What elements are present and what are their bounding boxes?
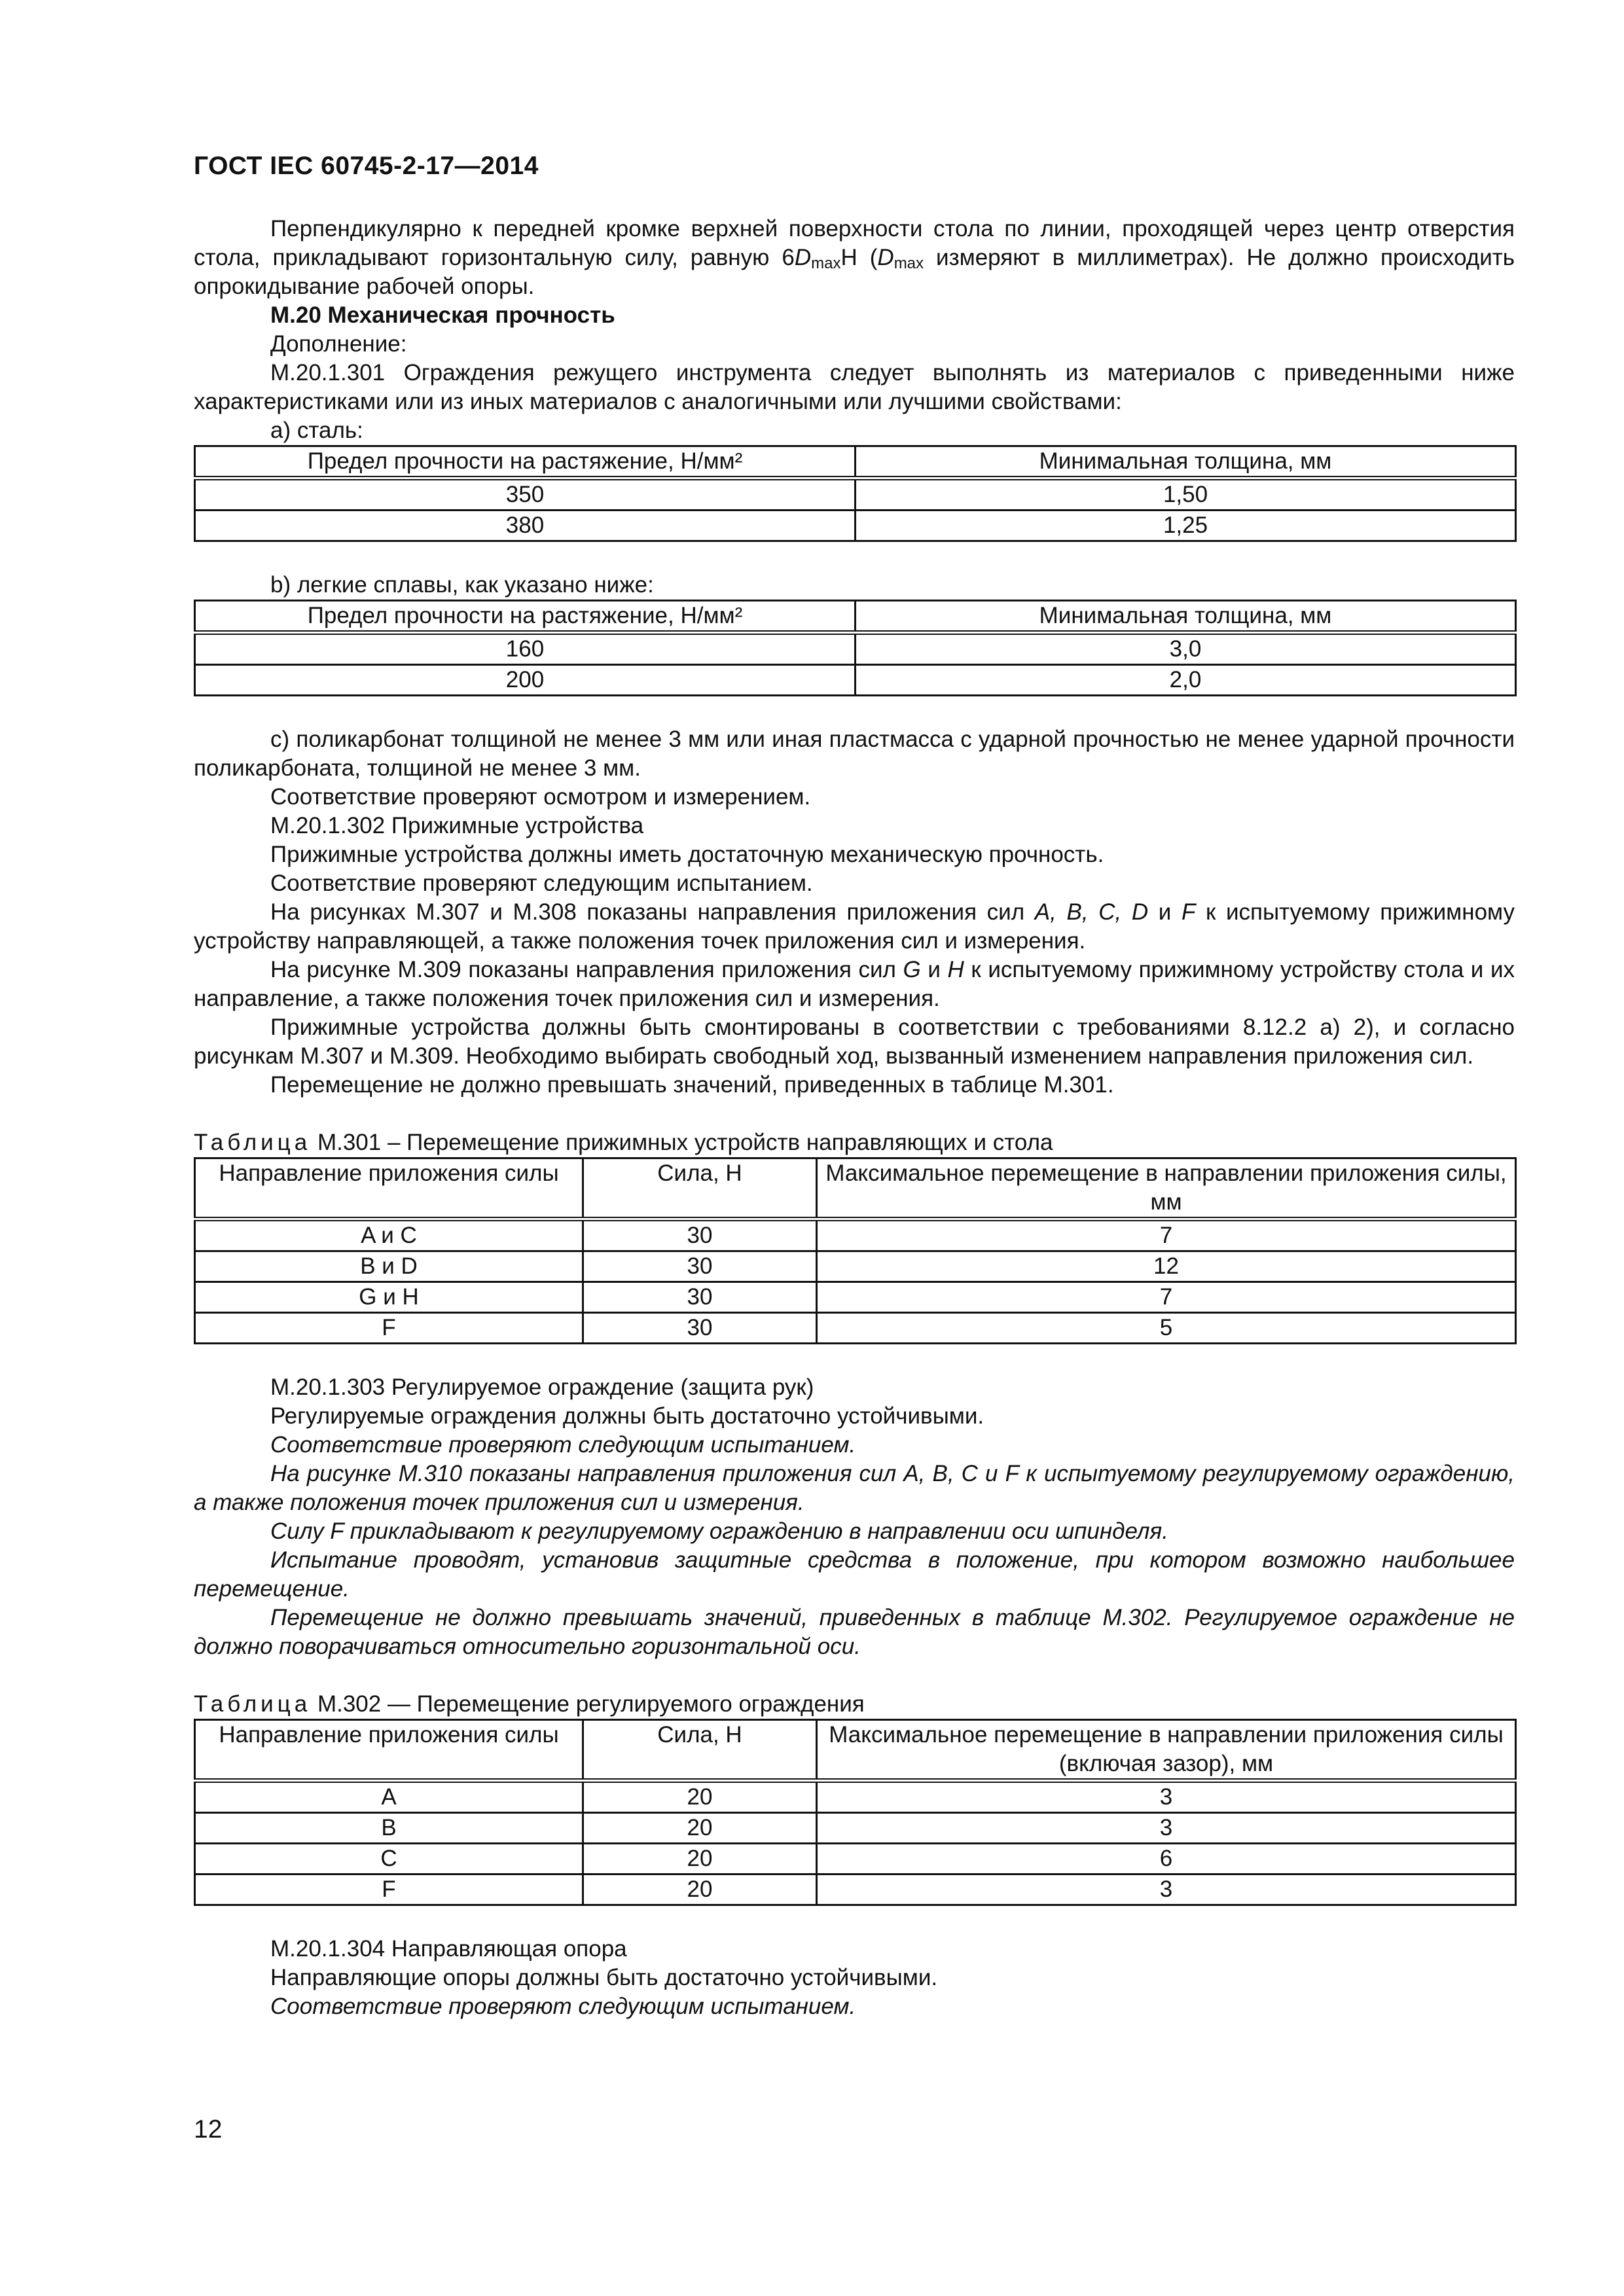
- table-cell: 3: [817, 1874, 1516, 1905]
- spacer: [194, 696, 1515, 725]
- fig309-post: к испытуемому прижимному устройству стола и их направление, а также положения точек приложения сил и измерения.: [194, 957, 1515, 1011]
- table301-col1-header: Направление приложения силы: [195, 1158, 583, 1219]
- table-row: [195, 1781, 1516, 1813]
- table-cell: C: [195, 1844, 583, 1874]
- table-cell: 3: [817, 1781, 1516, 1813]
- table302-caption-text: М.302 — Перемещение регулируемого ограждения: [311, 1691, 865, 1717]
- intro-pre: Перпендикулярно к передней кромке верхней поверхности стола по линии, проходящей через центр отверстия стола, прикладывают горизонтальную силу, равную 6: [194, 216, 1515, 270]
- m302-requirement: Прижимные устройства должны иметь достаточную механическую прочность.: [270, 842, 1104, 867]
- table-cell: 2,0: [856, 665, 1516, 696]
- table-cell: 30: [583, 1251, 817, 1282]
- table-cell: F: [195, 1313, 583, 1344]
- steel-label: а) сталь:: [270, 418, 363, 443]
- table-row: [195, 1282, 1516, 1313]
- m303-limit-text: Перемещение не должно превышать значений, приведенных в таблице М.302. Регулируемое ограждение не должно поворачиваться относительно горизонтальной оси.: [194, 1605, 1515, 1659]
- fig307-forces: A, B, C, D: [1034, 899, 1149, 925]
- table302-col2-header: Сила, Н: [583, 1720, 817, 1781]
- table-cell: G и H: [195, 1282, 583, 1313]
- m303-requirement: Регулируемые ограждения должны быть достаточно устойчивыми.: [270, 1403, 984, 1429]
- fig309-and: и: [920, 957, 948, 982]
- table301-label: Таблица: [194, 1130, 312, 1155]
- table301-col3-header: Максимальное перемещение в направлении приложения силы, мм: [817, 1158, 1516, 1219]
- table-cell: B: [195, 1813, 583, 1844]
- table-row: [195, 1844, 1516, 1874]
- m303-title: М.20.1.303 Регулируемое ограждение (защита рук): [270, 1374, 814, 1400]
- table301-caption-text: М.301 – Перемещение прижимных устройств направляющих и стола: [311, 1130, 1053, 1155]
- table-cell: 3,0: [856, 633, 1516, 665]
- addition-label: Дополнение:: [270, 331, 407, 357]
- table-row: [195, 1219, 1516, 1251]
- spacer: [194, 542, 1515, 571]
- fig309-h: H: [947, 957, 964, 982]
- m304-check: Соответствие проверяют следующим испытанием.: [270, 1994, 856, 2019]
- table-row: [195, 1874, 1516, 1905]
- section-title: М.20 Механическая прочность: [270, 302, 615, 328]
- fig307-and: и: [1148, 899, 1182, 925]
- m303-figure-text: На рисунке М.310 показаны направления приложения сил А, В, С и F к испытуемому регулируемому ограждению, а также положения точек приложения сил и измерения.: [194, 1461, 1515, 1515]
- document-header: ГОСТ IEC 60745-2-17—2014: [194, 152, 539, 180]
- m303-force-text: Силу F прикладывают к регулируемому ограждению в направлении оси шпинделя.: [270, 1518, 1168, 1544]
- steel-table: [194, 445, 1517, 542]
- table-row: [195, 511, 1516, 541]
- table-cell: F: [195, 1874, 583, 1905]
- mounting-paragraph: Прижимные устройства должны быть смонтированы в соответствии с требованиями 8.12.2 а) 2), и согласно рисункам М.307 и М.309. Необходимо выбирать свободный ход, вызванный изменением направления приложения сил.: [194, 1014, 1515, 1069]
- table-cell: A и C: [195, 1219, 583, 1251]
- alloy-col1-header: Предел прочности на растяжение, Н/мм²: [195, 601, 856, 633]
- intro-sub2: max: [893, 255, 924, 272]
- fig309-g: G: [903, 957, 921, 982]
- m301-paragraph: М.20.1.301 Ограждения режущего инструмента следует выполнять из материалов с приведенными ниже характеристиками или из иных материалов с аналогичными или лучшими свойствами:: [194, 360, 1515, 414]
- intro-d1: D: [794, 245, 812, 270]
- intro-sub1: max: [811, 255, 841, 272]
- table-cell: A: [195, 1781, 583, 1813]
- table-cell: 6: [817, 1844, 1516, 1874]
- m303-test-text: Испытание проводят, установив защитные средства в положение, при котором возможно наибольшее перемещение.: [194, 1547, 1515, 1602]
- table301-caption: [194, 1128, 1515, 1157]
- spacer: [194, 1661, 1515, 1690]
- intro-paragraph: [194, 215, 1515, 301]
- table-cell: 12: [817, 1251, 1516, 1282]
- table302-col1-header: Направление приложения силы: [195, 1720, 583, 1781]
- m302-title: М.20.1.302 Прижимные устройства: [270, 813, 644, 838]
- steel-col2-header: Минимальная толщина, мм: [856, 446, 1516, 478]
- fig307-f: F: [1181, 899, 1196, 925]
- table-m301: [194, 1157, 1517, 1344]
- table-row: [195, 665, 1516, 696]
- table-row: [195, 633, 1516, 665]
- table-cell: 7: [817, 1219, 1516, 1251]
- table-cell: 350: [195, 478, 856, 511]
- table302-label: Таблица: [194, 1691, 312, 1717]
- table-m302: [194, 1719, 1517, 1906]
- intro-d2: D: [877, 245, 894, 270]
- fig307-pre: На рисунках М.307 и М.308 показаны направления приложения сил: [270, 899, 1035, 925]
- table-cell: B и D: [195, 1251, 583, 1282]
- alloy-col2-header: Минимальная толщина, мм: [856, 601, 1516, 633]
- spacer: [194, 1344, 1515, 1373]
- table-row: [195, 478, 1516, 511]
- fig309-pre: На рисунке М.309 показаны направления приложения сил: [270, 957, 903, 982]
- table-cell: 30: [583, 1313, 817, 1344]
- table-row: [195, 1251, 1516, 1282]
- alloy-table: [194, 600, 1517, 696]
- intro-mid: Н (: [840, 245, 878, 270]
- table-cell: 5: [817, 1313, 1516, 1344]
- table301-col2-header: Сила, Н: [583, 1158, 817, 1219]
- table-row: [195, 1813, 1516, 1844]
- intro-post: измеряют в миллиметрах). Не должно происходить опрокидывание рабочей опоры.: [194, 245, 1515, 299]
- table-cell: 20: [583, 1844, 817, 1874]
- displacement-note: Перемещение не должно превышать значений, приведенных в таблице М.301.: [270, 1072, 1114, 1098]
- table-cell: 1,25: [856, 511, 1516, 541]
- check-test: Соответствие проверяют следующим испытанием.: [270, 870, 813, 896]
- spacer: [194, 1100, 1515, 1128]
- alloy-label: b) легкие сплавы, как указано ниже:: [270, 572, 654, 598]
- m304-title: М.20.1.304 Направляющая опора: [270, 1936, 627, 1962]
- polycarbonate-paragraph: с) поликарбонат толщиной не менее 3 мм или иная пластмасса с ударной прочностью не менее ударной прочности поликарбоната, толщиной не менее 3 мм.: [194, 726, 1515, 781]
- table-cell: 7: [817, 1282, 1516, 1313]
- table-cell: 20: [583, 1781, 817, 1813]
- table-cell: 1,50: [856, 478, 1516, 511]
- table-cell: 20: [583, 1813, 817, 1844]
- m304-requirement: Направляющие опоры должны быть достаточно устойчивыми.: [270, 1965, 938, 1990]
- check-inspection: Соответствие проверяют осмотром и измерением.: [270, 784, 811, 810]
- table-cell: 380: [195, 511, 856, 541]
- steel-col1-header: Предел прочности на растяжение, Н/мм²: [195, 446, 856, 478]
- table-cell: 200: [195, 665, 856, 696]
- table-cell: 20: [583, 1874, 817, 1905]
- fig307-post: к испытуемому прижимному устройству направляющей, а также положения точек приложения сил и измерения.: [194, 899, 1515, 954]
- table-row: [195, 1313, 1516, 1344]
- page-number: 12: [194, 2115, 223, 2144]
- table-cell: 30: [583, 1282, 817, 1313]
- table302-col3-header: Максимальное перемещение в направлении приложения силы (включая зазор), мм: [817, 1720, 1516, 1781]
- fig309-paragraph: [194, 956, 1515, 1013]
- table-cell: 30: [583, 1219, 817, 1251]
- table-cell: 160: [195, 633, 856, 665]
- fig307-paragraph: [194, 898, 1515, 956]
- spacer: [194, 1906, 1515, 1935]
- table-cell: 3: [817, 1813, 1516, 1844]
- table302-caption: [194, 1690, 1515, 1719]
- m303-check: Соответствие проверяют следующим испытанием.: [270, 1432, 856, 1458]
- document-body: [194, 215, 1515, 2021]
